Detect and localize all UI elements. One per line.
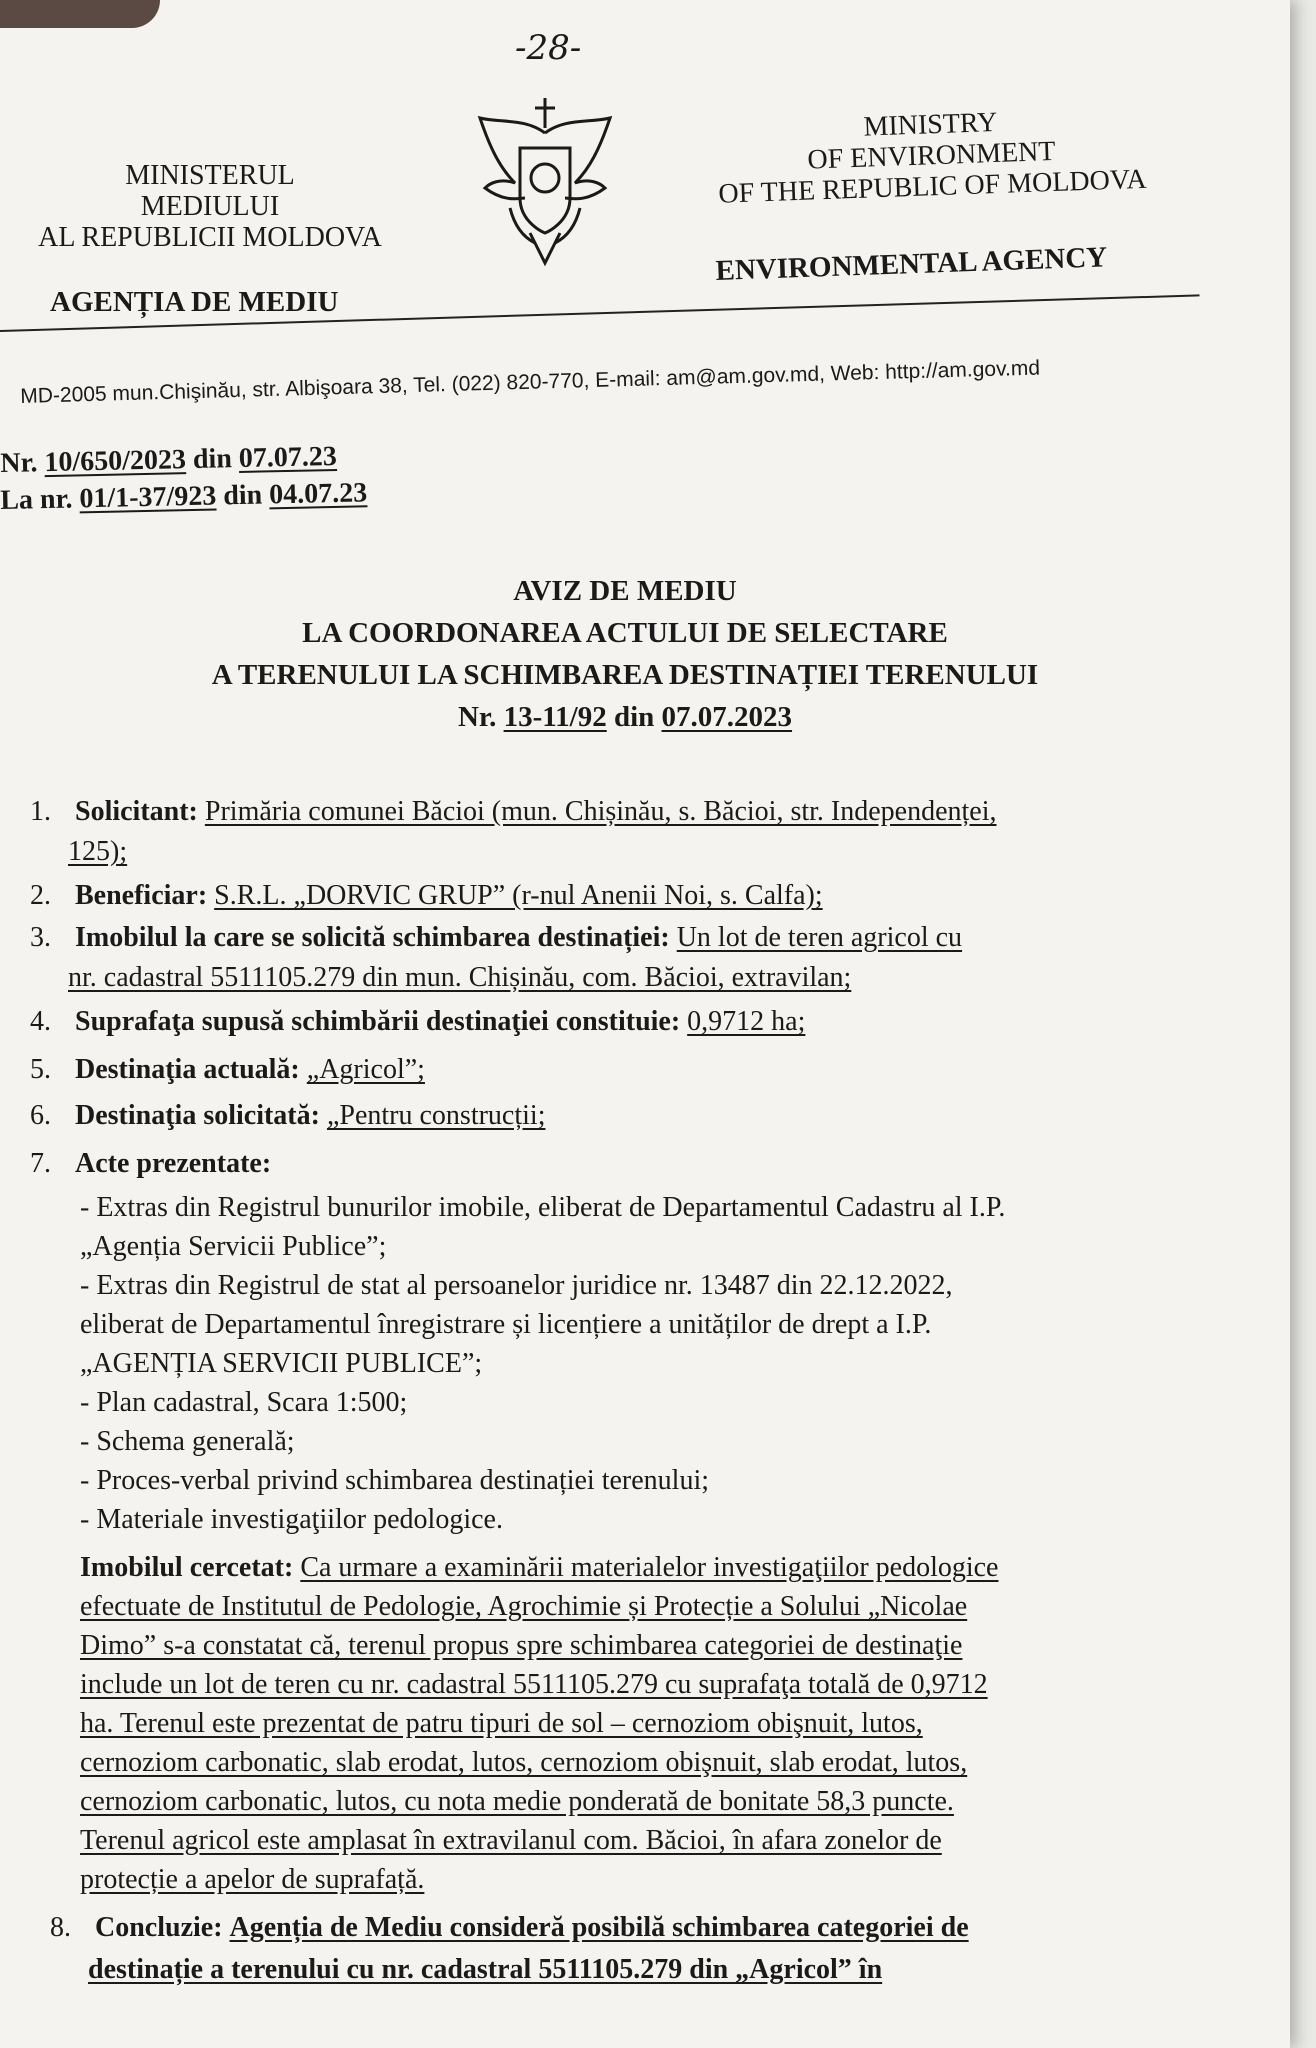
- research-line: Dimo” s-a constatat că, terenul propus spre schimbarea categoriei de destinaţie: [80, 1630, 963, 1661]
- research-line: Imobilul cercetat: Ca urmare a examinării materialelor investigaţiilor pedologice: [80, 1552, 999, 1583]
- act-line: - Extras din Registrul bunurilor imobile, eliberat de Departamentul Cadastru al I.P.: [80, 1192, 1006, 1223]
- item-imobil: 3. Imobilul la care se solicită schimbarea destinației: Un lot de teren agricol cu: [30, 922, 963, 953]
- thumb-shadow: [0, 0, 160, 28]
- ministry-ro-heading: [20, 160, 400, 253]
- document-title: [150, 570, 1100, 738]
- research-section: [80, 1548, 1265, 1899]
- din-label: din: [192, 443, 233, 475]
- la-nr-value: 01/1-37/923: [79, 480, 217, 515]
- ministry-en-line: OF THE REPUBLIC OF MOLDOVA: [717, 163, 1148, 210]
- act-line: - Plan cadastral, Scara 1:500;: [80, 1387, 408, 1418]
- incoming-reference: [0, 477, 368, 517]
- acts-list: [80, 1188, 1265, 1539]
- agency-en: ENVIRONMENTAL AGENCY: [715, 241, 1108, 287]
- research-line: Terenul agricol este amplasat în extravilanul com. Băcioi, în afara zonelor de: [80, 1825, 942, 1856]
- act-line: - Materiale investigaţiilor pedologice.: [80, 1504, 503, 1535]
- act-line: - Proces-verbal privind schimbarea destinației terenului;: [80, 1465, 710, 1496]
- act-line: - Extras din Registrul de stat al persoanelor juridice nr. 13487 din 22.12.2022,: [80, 1270, 953, 1301]
- nr-label: Nr.: [0, 447, 38, 479]
- act-line: „AGENȚIA SERVICII PUBLICE”;: [80, 1348, 483, 1379]
- title-number: Nr. 13-11/92 din 07.07.2023: [457, 701, 793, 733]
- title-line: AVIZ DE MEDIU: [513, 575, 737, 607]
- item-acte: 7. Acte prezentate:: [30, 1148, 272, 1179]
- ministry-ro-line: MINISTERUL: [125, 160, 295, 191]
- item-imobil-cont: nr. cadastral 5511105.279 din mun. Chișinău, com. Băcioi, extravilan;: [68, 962, 852, 993]
- la-nr-label: La nr.: [0, 483, 73, 516]
- research-line: ha. Terenul este prezentat de patru tipuri de sol – cernoziom obişnuit, lutos,: [80, 1708, 923, 1739]
- nr-date: 07.07.23: [238, 440, 338, 474]
- act-line: eliberat de Departamentul înregistrare și licențiere a unităților de drept a I.P.: [80, 1309, 932, 1340]
- act-line: - Schema generală;: [80, 1426, 295, 1457]
- research-line: protecție a apelor de suprafață.: [80, 1864, 425, 1895]
- ministry-en-line: MINISTRY: [862, 106, 998, 143]
- ministry-en-line: OF ENVIRONMENT: [806, 135, 1056, 176]
- ministry-ro-line: AL REPUBLICII MOLDOVA: [38, 222, 382, 253]
- act-line: „Agenția Servicii Publice”;: [80, 1231, 387, 1262]
- item-solicitant-cont: 125);: [68, 836, 128, 867]
- conclusion-cont: destinație a terenului cu nr. cadastral 5511105.279 din „Agricol” în: [88, 1954, 883, 1985]
- item-destinatia-solicitata: 6. Destinaţia solicitată: „Pentru construcții;: [30, 1100, 546, 1131]
- item-suprafata: 4. Suprafaţa supusă schimbării destinaţiei constituie: 0,9712 ha;: [30, 1006, 806, 1037]
- agency-address: MD-2005 mun.Chişinău, str. Albişoara 38, Tel. (022) 820-770, E-mail: am@am.gov.md, Web: http://am.gov.md: [20, 356, 1041, 408]
- conclusion: 8. Concluzie: Agenția de Mediu consideră posibilă schimbarea categoriei de: [50, 1912, 969, 1943]
- reference-number: [0, 441, 337, 480]
- research-line: efectuate de Institutul de Pedologie, Agrochimie și Protecție a Solului „Nicolae: [80, 1591, 968, 1622]
- nr-value: 10/650/2023: [44, 444, 187, 479]
- din-label: din: [222, 479, 263, 512]
- coat-of-arms-icon: [470, 88, 620, 278]
- title-line: A TERENULUI LA SCHIMBAREA DESTINAȚIEI TERENULUI: [211, 659, 1039, 691]
- ministry-ro-line: MEDIULUI: [140, 191, 280, 222]
- page-number: -28-: [515, 28, 582, 68]
- la-nr-date: 04.07.23: [268, 477, 368, 511]
- item-destinatia-actuala: 5. Destinaţia actuală: „Agricol”;: [30, 1054, 425, 1085]
- item-beneficiar: 2. Beneficiar: S.R.L. „DORVIC GRUP” (r-nul Anenii Noi, s. Calfa);: [30, 880, 823, 911]
- agency-ro: AGENȚIA DE MEDIU: [50, 286, 339, 318]
- research-line: cernoziom carbonatic, slab erodat, lutos, cernoziom obişnuit, slab erodat, lutos,: [80, 1747, 968, 1778]
- title-line: LA COORDONAREA ACTULUI DE SELECTARE: [302, 617, 948, 649]
- research-line: cernoziom carbonatic, lutos, cu nota medie ponderată de bonitate 58,3 puncte.: [80, 1786, 954, 1817]
- item-solicitant: 1. Solicitant: Primăria comunei Băcioi (mun. Chișinău, s. Băcioi, str. Independenței,: [30, 796, 997, 827]
- ministry-en-heading: [680, 101, 1183, 211]
- research-line: include un lot de teren cu nr. cadastral 5511105.279 cu suprafaţa totală de 0,9712: [80, 1669, 988, 1700]
